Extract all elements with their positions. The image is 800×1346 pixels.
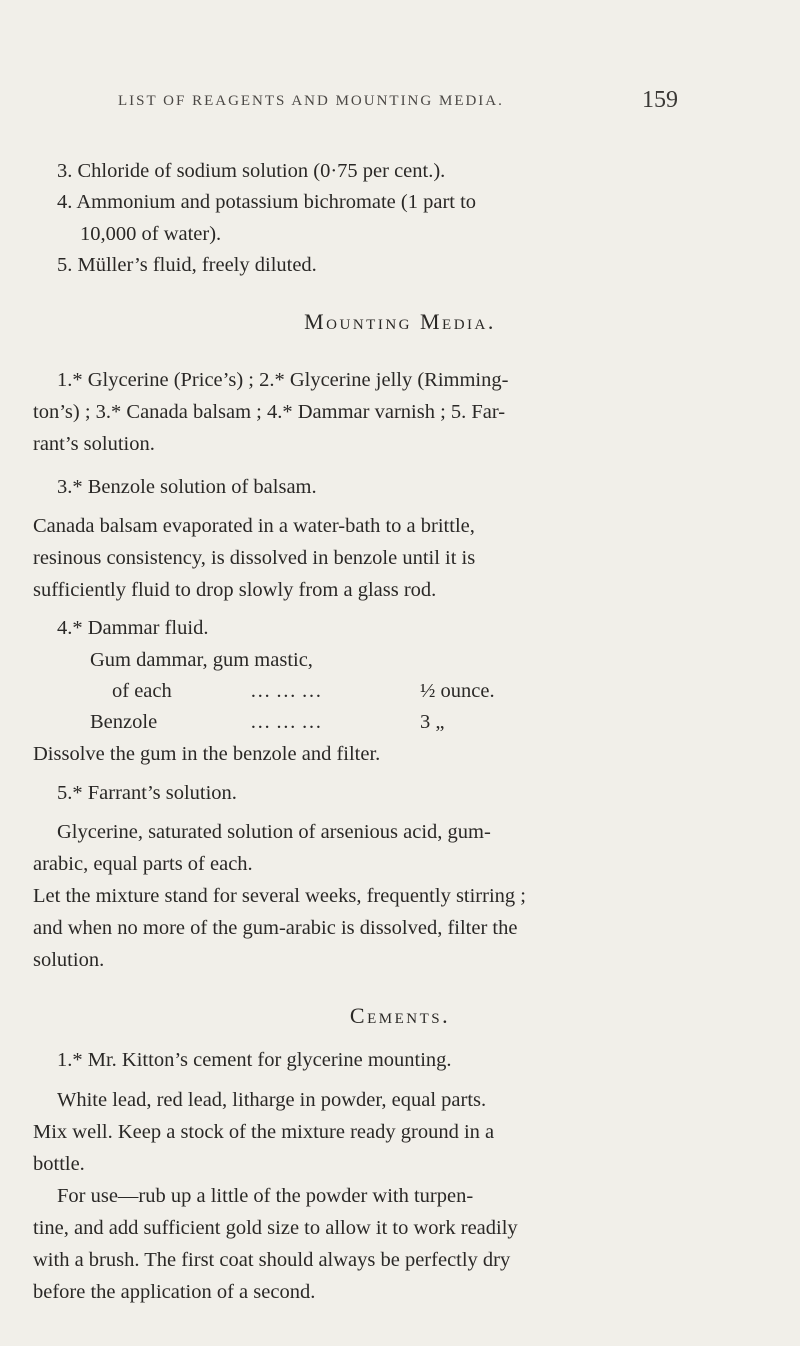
kitton-line-4: For use—rub up a little of the powder with turpen- (57, 1185, 474, 1207)
kitton-line-3: bottle. (33, 1153, 85, 1175)
recipe-line-gum: Gum dammar, gum mastic, (90, 649, 313, 671)
reagent-item-4: 4. Ammonium and potassium bichromate (1 part to (57, 191, 477, 213)
recipe-dots-each: … … … (250, 680, 322, 702)
mounting-intro-line-2: ton’s) ; 3.* Canada balsam ; 4.* Dammar varnish ; 5. Far- (33, 401, 506, 423)
recipe-label-benzole: Benzole (90, 711, 158, 733)
kitton-line-1: White lead, red lead, litharge in powder, equal parts. (57, 1089, 487, 1111)
running-title: LIST OF REAGENTS AND MOUNTING MEDIA. (118, 93, 504, 109)
mounting-intro-line-1: 1.* Glycerine (Price’s) ; 2.* Glycerine jelly (Rimming- (57, 369, 509, 391)
recipe-label-each: of each (112, 680, 172, 702)
reagent-item-3: 3. Chloride of sodium solution (0·75 per cent.). (57, 160, 446, 182)
recipe-amount-benzole: 3 „ (420, 711, 445, 733)
benzole-line-3: sufficiently fluid to drop slowly from a glass rod. (33, 579, 437, 601)
farrant-line-5: solution. (33, 949, 105, 971)
farrant-title: 5.* Farrant’s solution. (57, 782, 237, 804)
benzole-title: 3.* Benzole solution of balsam. (57, 476, 317, 498)
mounting-media-heading: Mounting Media. (304, 309, 496, 334)
kitton-line-5: tine, and add sufficient gold size to allow it to work readily (33, 1217, 518, 1239)
recipe-amount-each: ½ ounce. (420, 680, 495, 702)
benzole-line-1: Canada balsam evaporated in a water-bath to a brittle, (33, 515, 475, 537)
kitton-line-2: Mix well. Keep a stock of the mixture ready ground in a (33, 1121, 495, 1143)
reagent-item-5: 5. Müller’s fluid, freely diluted. (57, 254, 317, 276)
reagent-item-4-cont: 10,000 of water). (80, 223, 222, 245)
page-number: 159 (642, 87, 678, 113)
farrant-line-2: arabic, equal parts of each. (33, 853, 253, 875)
kitton-title: 1.* Mr. Kitton’s cement for glycerine mounting. (57, 1049, 452, 1071)
mounting-intro-line-3: rant’s solution. (33, 433, 155, 455)
kitton-line-6: with a brush. The first coat should always be perfectly dry (33, 1249, 511, 1271)
farrant-line-1: Glycerine, saturated solution of arsenious acid, gum- (57, 821, 491, 843)
benzole-line-2: resinous consistency, is dissolved in benzole until it is (33, 547, 476, 569)
running-head (118, 87, 678, 117)
kitton-line-7: before the application of a second. (33, 1281, 316, 1303)
farrant-line-3: Let the mixture stand for several weeks, frequently stirring ; (33, 885, 526, 907)
recipe-dots-benzole: … … … (250, 711, 322, 733)
dammar-title: 4.* Dammar fluid. (57, 617, 209, 639)
farrant-line-4: and when no more of the gum-arabic is dissolved, filter the (33, 917, 518, 939)
cements-heading: Cements. (349, 1003, 451, 1028)
dammar-instruction: Dissolve the gum in the benzole and filter. (33, 743, 381, 765)
